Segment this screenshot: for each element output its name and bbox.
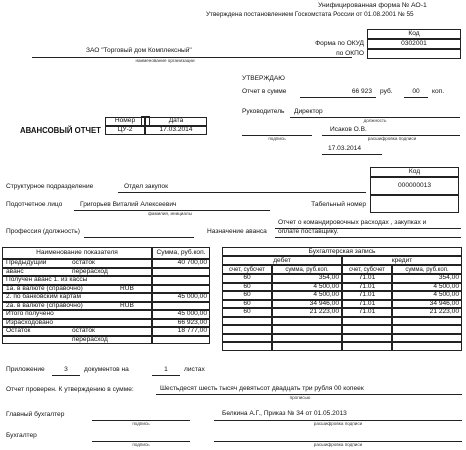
chief-signature-caption: подпись [132,421,150,426]
approval-date: 17.03.2014 [328,145,362,152]
debit-sum-cell [272,317,342,326]
report-number: ЦУ-2 [117,126,133,133]
credit-account: 71.01 [358,291,376,299]
report-date: 17.03.2014 [159,126,193,133]
left-row-currency: RUB [120,284,134,292]
left-row-name: Остаток [6,327,31,335]
accountant-label: Бухгалтер [6,432,37,439]
left-row-sum: 18 777,00 [177,327,207,335]
accountable-value: Григорьев Виталий Алексеевич [80,201,177,208]
verification-amount: Шестьдесят шесть тысяч девятьсот двадцать три рубля 00 копеек [160,385,364,392]
right-header: Бухгалтерская запись [308,247,376,255]
left-row-currency: RUB [120,301,134,309]
debit-sum: 34 946,00 [309,299,339,307]
head-label: Руководитель [242,108,285,115]
left-row-name: 2. по банковским картам [6,293,81,301]
left-row-sum-cell [152,336,210,345]
left-row-subname: перерасход [72,335,108,343]
debit-sum: 354,00 [318,274,339,282]
debit-sum: 4 500,00 [313,291,339,299]
appendix-docs-label: документов на [84,366,129,373]
debit-sum-header: сумма, руб.коп. [285,266,329,273]
appendix-sheets-count: 1 [164,366,168,373]
organization-name: ЗАО "Торговый дом Комплексный" [86,47,192,54]
appendix-sheets-line [152,375,180,376]
left-row-name: 1а. в валюте (справочно) [6,284,83,292]
credit-sum: 34 946,00 [429,299,459,307]
sum-kop-line [404,97,428,98]
credit-sum: 4 500,00 [433,291,459,299]
debit-account: 60 [243,282,251,290]
purpose-label: Назначение аванса [207,228,267,235]
debit-account-cell [222,325,272,334]
okud-label: Форма по ОКУД [315,40,364,47]
accountable-caption: фамилия, инициалы [148,211,192,216]
debit-header: дебет [273,256,291,264]
appendix-sheets-label: листах [184,366,205,373]
credit-account: 71.01 [358,299,376,307]
purpose-line-2 [275,237,461,238]
left-row-name: аванс [6,267,24,275]
debit-account: 60 [243,299,251,307]
accountable-label: Подотчетное лицо [6,201,63,208]
left-row-sum: 40 700,00 [177,259,207,267]
left-row-sum: 66 923,00 [177,318,207,326]
left-row-sum-cell [152,302,210,311]
credit-sum-cell [392,334,462,343]
credit-account-header: счет, субсчет [349,266,385,273]
appendix-docs-count: 3 [64,366,68,373]
head-decode-caption: расшифровка подписи [367,136,417,141]
credit-sum-cell [392,317,462,326]
credit-sum: 21 223,00 [429,308,459,316]
chief-accountant-name: Белкина А.Г., Приказ № 34 от 01.05.2013 [222,410,347,417]
approved-by-label: Утверждена постановлением Госкомстата России от 01.08.2001 № 55 [206,11,414,18]
dept-code: 000000013 [397,182,431,189]
credit-account-cell [342,342,392,351]
left-row-sum: 45 000,00 [177,310,207,318]
dept-line [118,192,366,193]
appendix-label: Приложение [6,366,45,373]
okud-value: 0302001 [401,40,427,47]
left-row-sum-cell [152,268,210,277]
credit-account: 71.01 [358,308,376,316]
left-header-name: Наименование показателя [36,249,118,256]
approval-heading: УТВЕРЖДАЮ [242,75,285,82]
purpose-value-2: оплате поставщику. [278,228,339,235]
sum-kop: 00 [412,88,420,95]
purpose-value-1: Отчет о командировочных расходах , закупках и [278,219,427,226]
debit-sum-cell [272,342,342,351]
left-row-name: Израсходовано [6,318,54,326]
debit-sum: 21 223,00 [309,308,339,316]
date-header: Дата [168,117,184,124]
verification-caption: прописью [289,395,311,400]
okpo-cell [367,49,461,59]
left-row-name: Итого получено [6,310,54,318]
credit-sum-cell [392,342,462,351]
left-row-subname: перерасход [72,267,108,275]
credit-account-cell [342,317,392,326]
debit-account-cell [222,334,272,343]
chief-accountant-label: Главный бухгалтер [6,411,65,418]
debit-account-cell [222,342,272,351]
debit-account: 60 [243,308,251,316]
credit-header: кредит [391,256,413,264]
left-row-sum-cell [152,285,210,294]
debit-account: 60 [243,291,251,299]
unified-form-label: Унифицированная форма № АО-1 [318,2,427,9]
position-caption: должность [363,118,387,123]
left-row-name: Предыдущий [6,259,47,267]
accountant-signature-caption: подпись [132,442,150,447]
appendix-docs-line [52,375,80,376]
tab-number-label: Табельный номер [311,201,366,208]
credit-sum: 354,00 [438,274,459,282]
left-row-name: 2а. в валюте (справочно) [6,301,83,309]
approval-date-line [322,154,382,155]
kop-label: коп. [432,88,445,95]
dept-value: Отдел закупок [124,183,168,190]
sum-label: Отчет в сумме [242,88,287,95]
profession-label: Профессия (должность) [6,228,80,235]
debit-sum-cell [272,325,342,334]
debit-account: 60 [243,274,251,282]
chief-decode-caption: расшифровка подписи [313,421,363,426]
profession-line [84,237,194,238]
left-row-subname: остаток [72,259,95,267]
debit-account-header: счет, субсчет [229,266,265,273]
debit-sum-cell [272,334,342,343]
credit-sum-cell [392,325,462,334]
credit-account: 71.01 [358,274,376,282]
left-header-sum: Сумма, руб.коп. [156,249,206,256]
code-header: Код [408,30,420,37]
sum-rub-line [300,97,376,98]
left-row-subname: остаток [72,327,95,335]
credit-sum: 4 500,00 [433,282,459,290]
debit-sum: 4 500,00 [313,282,339,290]
credit-sum-header: сумма, руб.коп. [405,266,449,273]
head-signature-caption: подпись [268,136,286,141]
credit-account: 71.01 [358,282,376,290]
organization-caption: наименование организации [135,58,195,63]
dept-label: Структурное подразделение [6,183,94,190]
debit-account-cell [222,317,272,326]
credit-account-cell [342,325,392,334]
person-code-header: Код [408,168,421,175]
accountant-decode-caption: расшифровка подписи [313,442,363,447]
head-position: Директор [294,108,323,115]
left-row-sum-cell [152,276,210,285]
head-signature-name: Исаков О.В. [330,126,367,133]
report-title: АВАНСОВЫЙ ОТЧЕТ [20,126,101,135]
verification-label: Отчет проверен. К утверждению в сумме: [6,386,134,393]
okpo-label: по ОКПО [336,50,364,57]
rub-label: руб. [380,88,393,95]
credit-account-cell [342,334,392,343]
left-row-sum: 45 000,00 [177,293,207,301]
number-header: Номер [114,117,136,124]
left-row-name: Получен аванс 1. из кассы [6,276,88,284]
tab-number-cell [370,195,459,213]
sum-rub: 66 923 [351,88,372,95]
